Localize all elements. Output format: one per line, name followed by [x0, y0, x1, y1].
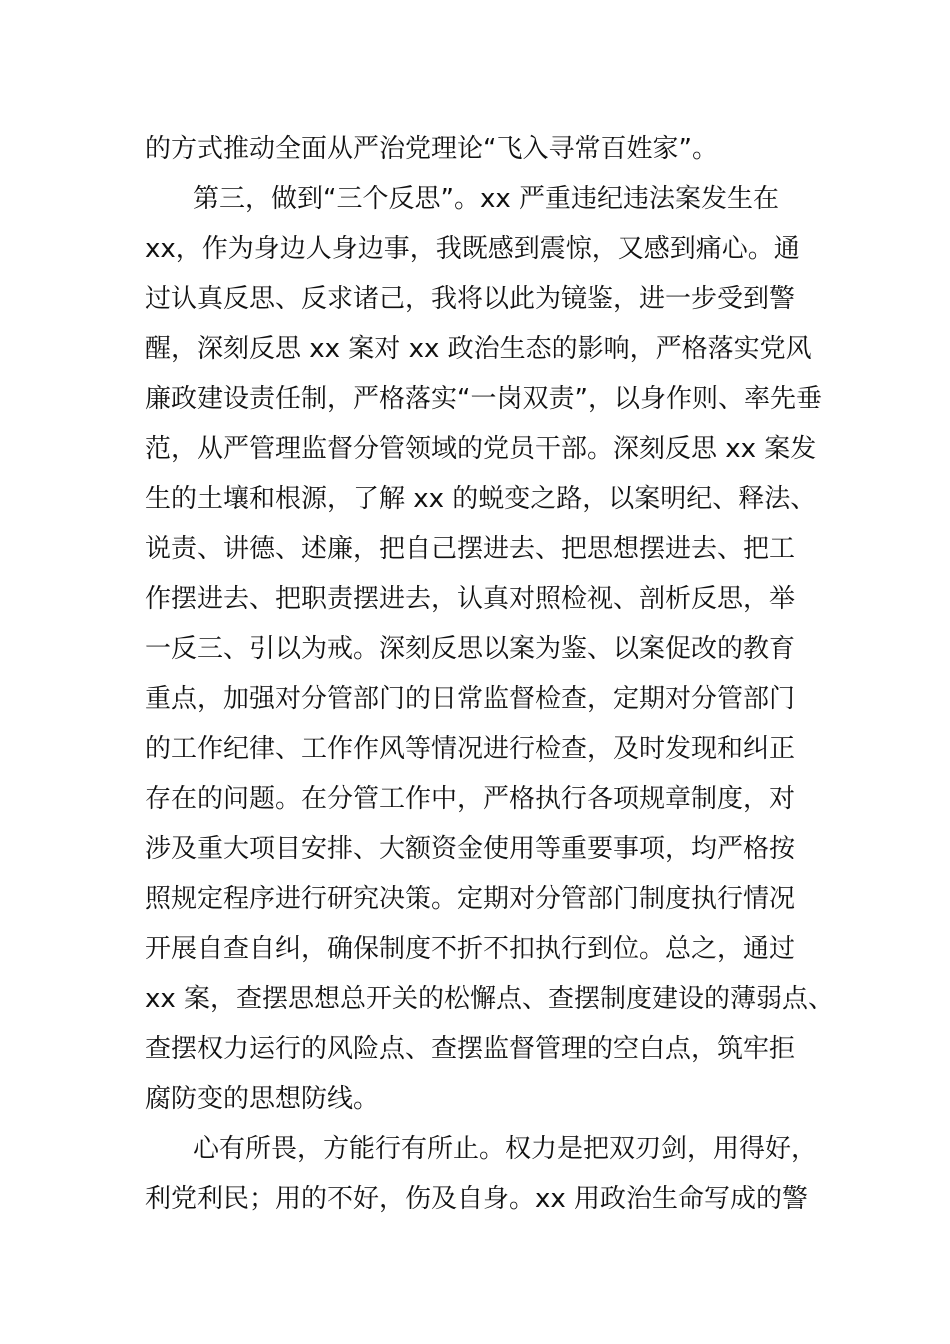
text-line: 范，从严管理监督分管领域的党员干部。深刻反思 xx 案发	[145, 434, 817, 464]
text-line: 的工作纪律、工作作风等情况进行检查，及时发现和纠正	[145, 734, 796, 764]
text-line: 廉政建设责任制，严格落实“一岗双责”，以身作则、率先垂	[145, 384, 822, 414]
text-line: 存在的问题。在分管工作中，严格执行各项规章制度，对	[145, 784, 796, 814]
text-line: 查摆权力运行的风险点、查摆监督管理的空白点，筑牢拒	[145, 1034, 796, 1064]
text-line: xx，作为身边人身边事，我既感到震惊，又感到痛心。通	[145, 234, 800, 264]
text-line: 作摆进去、把职责摆进去，认真对照检视、剖析反思，举	[145, 584, 796, 614]
text-line: 心有所畏，方能行有所止。权力是把双刃剑，用得好，	[193, 1134, 818, 1164]
text-line: 一反三、引以为戒。深刻反思以案为鉴、以案促改的教育	[145, 634, 796, 664]
text-line: 的方式推动全面从严治党理论“飞入寻常百姓家”。	[145, 134, 718, 164]
text-line: 重点，加强对分管部门的日常监督检查，定期对分管部门	[145, 684, 796, 714]
text-line: 涉及重大项目安排、大额资金使用等重要事项，均严格按	[145, 834, 796, 864]
text-line: 醒，深刻反思 xx 案对 xx 政治生态的影响，严格落实党风	[145, 334, 812, 364]
text-line: 开展自查自纠，确保制度不折不扣执行到位。总之，通过	[145, 934, 796, 964]
text-line: 生的土壤和根源，了解 xx 的蜕变之路，以案明纪、释法、	[145, 484, 817, 514]
text-line: 说责、讲德、述廉，把自己摆进去、把思想摆进去、把工	[145, 534, 796, 564]
text-line: 过认真反思、反求诸己，我将以此为镜鉴，进一步受到警	[145, 284, 796, 314]
text-line: 利党利民；用的不好，伤及自身。xx 用政治生命写成的警	[145, 1184, 809, 1214]
text-line: 第三，做到“三个反思”。xx 严重违纪违法案发生在	[193, 184, 779, 214]
text-line: 照规定程序进行研究决策。定期对分管部门制度执行情况	[145, 884, 796, 914]
text-line: 腐防变的思想防线。	[145, 1084, 380, 1114]
body-text	[145, 124, 845, 1224]
text-line: xx 案，查摆思想总开关的松懈点、查摆制度建设的薄弱点、	[145, 984, 835, 1014]
